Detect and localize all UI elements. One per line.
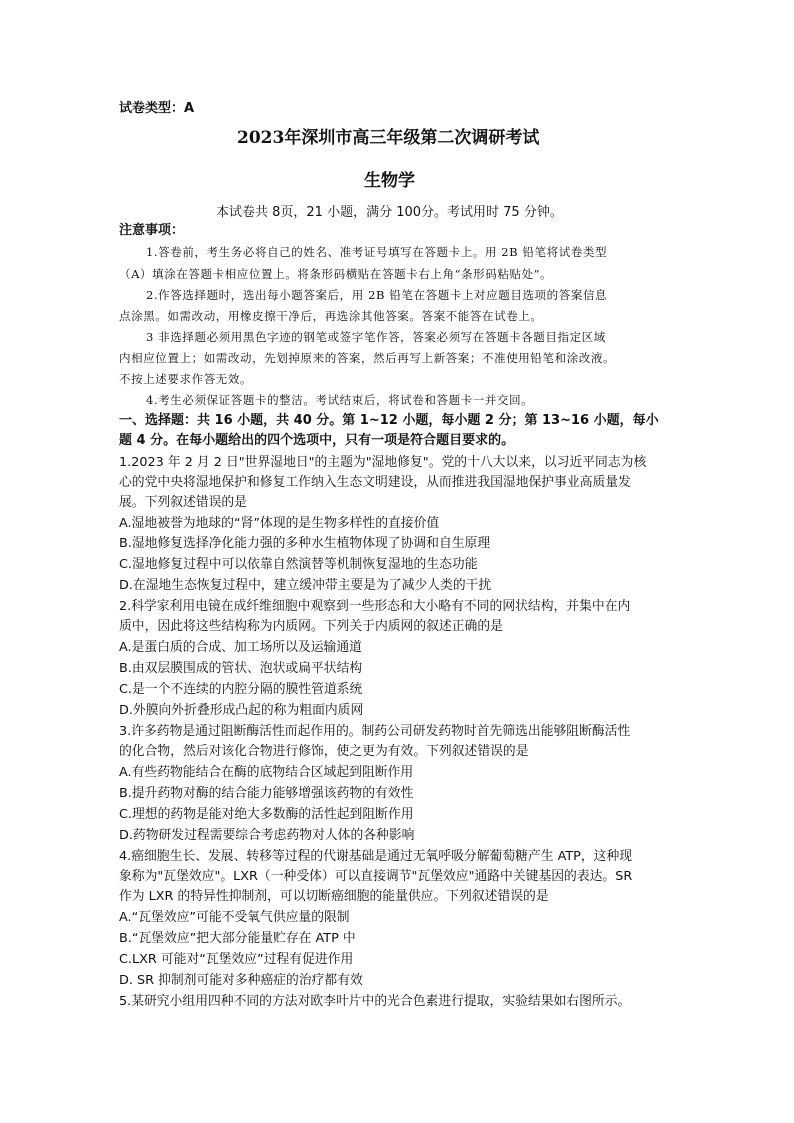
answer-option: C.湿地修复过程中可以依靠自然演替等机制恢复湿地的生态功能 (119, 557, 478, 572)
section-heading: 一、选择题：共 16 小题，共 40 分。第 1~12 小题，每小题 2 分；第 13~16 小题，每小 (119, 413, 659, 428)
notice-line: 2.作答选择题时，选出每小题答案后，用 2B 铅笔在答题卡上对应题目选项的答案信息 (146, 288, 608, 302)
question-stem: 作为 LXR 的特异性抑制剂，可以切断癌细胞的能量供应。下列叙述错误的是 (119, 889, 549, 904)
exam-title: 2023年深圳市高三年级第二次调研考试 (237, 128, 540, 148)
question-stem: 质中，因此将这些结构称为内质网。下列关于内质网的叙述正确的是 (119, 619, 503, 634)
question-stem: 1.2023 年 2 月 2 日"世界湿地日"的主题为"湿地修复"。党的十八大以来，以习近平同志为核 (119, 455, 647, 470)
answer-option: A.有些药物能结合在酶的底物结合区域起到阻断作用 (119, 765, 414, 780)
notice-line: 1.答卷前，考生务必将自己的姓名、准考证号填写在答题卡上。用 2B 铅笔将试卷类型 (146, 245, 608, 259)
paper-type-label: 试卷类型：A (119, 101, 195, 116)
answer-option: D.外膜向外折叠形成凸起的称为粗面内质网 (119, 703, 364, 718)
question-stem: 展。下列叙述错误的是 (119, 495, 247, 510)
answer-option: D.在湿地生态恢复过程中，建立缓冲带主要是为了减少人类的干扰 (119, 578, 492, 593)
question-stem: 心的党中央将湿地保护和修复工作纳入生态文明建设，从而推进我国湿地保护事业高质量发 (119, 475, 631, 490)
question-stem: 的化合物，然后对该化合物进行修饰，使之更为有效。下列叙述错误的是 (119, 744, 529, 759)
notice-line: 不按上述要求作答无效。 (119, 372, 253, 386)
question-stem: 4.癌细胞生长、发展、转移等过程的代谢基础是通过无氧呼吸分解葡萄糖产生 ATP，这种现 (119, 849, 633, 864)
answer-option: D.药物研发过程需要综合考虑药物对人体的各种影响 (119, 828, 415, 843)
question-stem: 5.某研究小组用四种不同的方法对欧李叶片中的光合色素进行提取，实验结果如右图所示。 (119, 994, 631, 1009)
notice-line: （A）填涂在答题卡相应位置上。将条形码横贴在答题卡右上角“条形码粘贴处”。 (119, 267, 553, 281)
notice-heading: 注意事项： (119, 223, 185, 238)
answer-option: C.是一个不连续的内腔分隔的膜性管道系统 (119, 682, 363, 697)
answer-option: B.“瓦堡效应”把大部分能量贮存在 ATP 中 (119, 931, 356, 946)
answer-option: C.理想的药物是能对绝大多数酶的活性起到阻断作用 (119, 807, 414, 822)
notice-line: 点涂黑。如需改动，用橡皮擦干净后，再选涂其他答案。答案不能答在试卷上。 (119, 309, 543, 323)
question-stem: 3.许多药物是通过阻断酶活性而起作用的。制药公司研发药物时首先筛选出能够阻断酶活性 (119, 724, 631, 739)
answer-option: B.提升药物对酶的结合能力能够增强该药物的有效性 (119, 786, 414, 801)
answer-option: D. SR 抑制剂可能对多种癌症的治疗都有效 (119, 973, 363, 988)
answer-option: A.“瓦堡效应”可能不受氧气供应量的限制 (119, 910, 350, 925)
answer-option: A.湿地被誉为地球的“肾”体现的是生物多样性的直接价值 (119, 516, 440, 531)
notice-line: 3 非选择题必须用黑色字迹的钢笔或签字笔作答，答案必须写在答题卡各题目指定区域 (146, 330, 606, 344)
exam-intro: 本试卷共 8页，21 小题，满分 100分。考试用时 75 分钟。 (216, 205, 563, 220)
answer-option: A.是蛋白质的合成、加工场所以及运输通道 (119, 640, 362, 655)
question-stem: 象称为"瓦堡效应"。LXR（一种受体）可以直接调节"瓦堡效应"通路中关键基因的表达。SR (119, 869, 633, 884)
notice-line: 内相应位置上；如需改动，先划掉原来的答案，然后再写上新答案；不准使用铅笔和涂改液。 (119, 351, 616, 365)
question-stem: 2.科学家利用电镜在成纤维细胞中观察到一些形态和大小略有不同的网状结构，并集中在内 (119, 599, 631, 614)
notice-line: 4.考生必须保证答题卡的整洁。考试结束后，将试卷和答题卡一并交回。 (146, 393, 534, 407)
subject-title: 生物学 (364, 171, 415, 191)
answer-option: C.LXR 可能对“瓦堡效应”过程有促进作用 (119, 952, 354, 967)
answer-option: B.由双层膜围成的管状、泡状或扁平状结构 (119, 661, 363, 676)
answer-option: B.湿地修复选择净化能力强的多种水生植物体现了协调和自生原理 (119, 536, 491, 551)
section-heading: 题 4 分。在每小题给出的四个选项中，只有一项是符合题目要求的。 (119, 433, 515, 448)
